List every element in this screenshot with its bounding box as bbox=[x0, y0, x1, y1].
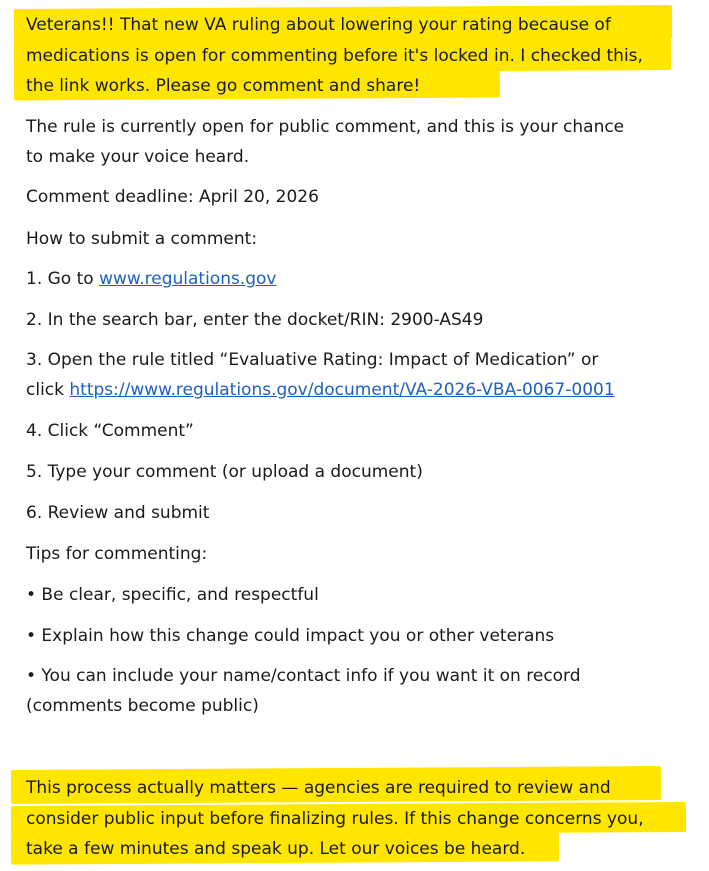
comment-deadline: Comment deadline: April 20, 2026 bbox=[26, 187, 319, 207]
intro-line-1: Veterans!! That new VA ruling about lowering your rating because of bbox=[26, 15, 611, 35]
step-1 bbox=[26, 267, 277, 291]
step-4: 4. Click “Comment” bbox=[26, 421, 194, 441]
step-3-prefix: click bbox=[26, 380, 70, 400]
paragraph1-line-2: to make your voice heard. bbox=[26, 147, 250, 167]
step-3-line-1: 3. Open the rule titled “Evaluative Rating: Impact of Medication” or bbox=[26, 350, 599, 370]
closing-line-1: This process actually matters — agencies are required to review and bbox=[26, 778, 611, 798]
tip-2: • Explain how this change could impact you or other veterans bbox=[26, 626, 555, 646]
regulations-gov-link[interactable]: www.regulations.gov bbox=[99, 269, 277, 289]
tips-heading: Tips for commenting: bbox=[26, 544, 208, 564]
step-1-prefix: 1. Go to bbox=[26, 269, 100, 289]
intro-line-3: the link works. Please go comment and share! bbox=[26, 76, 421, 96]
step-6: 6. Review and submit bbox=[26, 503, 210, 523]
closing-line-3: take a few minutes and speak up. Let our voices be heard. bbox=[26, 839, 526, 859]
tip-3-line-1: • You can include your name/contact info if you want it on record bbox=[26, 666, 581, 686]
step-3-line-2 bbox=[26, 378, 615, 402]
closing-line-2: consider public input before finalizing rules. If this change concerns you, bbox=[26, 809, 644, 829]
tip-1: • Be clear, specific, and respectful bbox=[26, 585, 319, 605]
how-to-heading: How to submit a comment: bbox=[26, 229, 258, 249]
docket-document-link[interactable]: https://www.regulations.gov/document/VA-2026-VBA-0067-0001 bbox=[69, 380, 615, 400]
intro-line-2: medications is open for commenting before it's locked in. I checked this, bbox=[26, 46, 643, 66]
step-5: 5. Type your comment (or upload a document) bbox=[26, 462, 423, 482]
tip-3-line-2: (comments become public) bbox=[26, 696, 259, 716]
paragraph1-line-1: The rule is currently open for public comment, and this is your chance bbox=[26, 117, 625, 137]
step-2: 2. In the search bar, enter the docket/RIN: 2900-AS49 bbox=[26, 310, 484, 330]
